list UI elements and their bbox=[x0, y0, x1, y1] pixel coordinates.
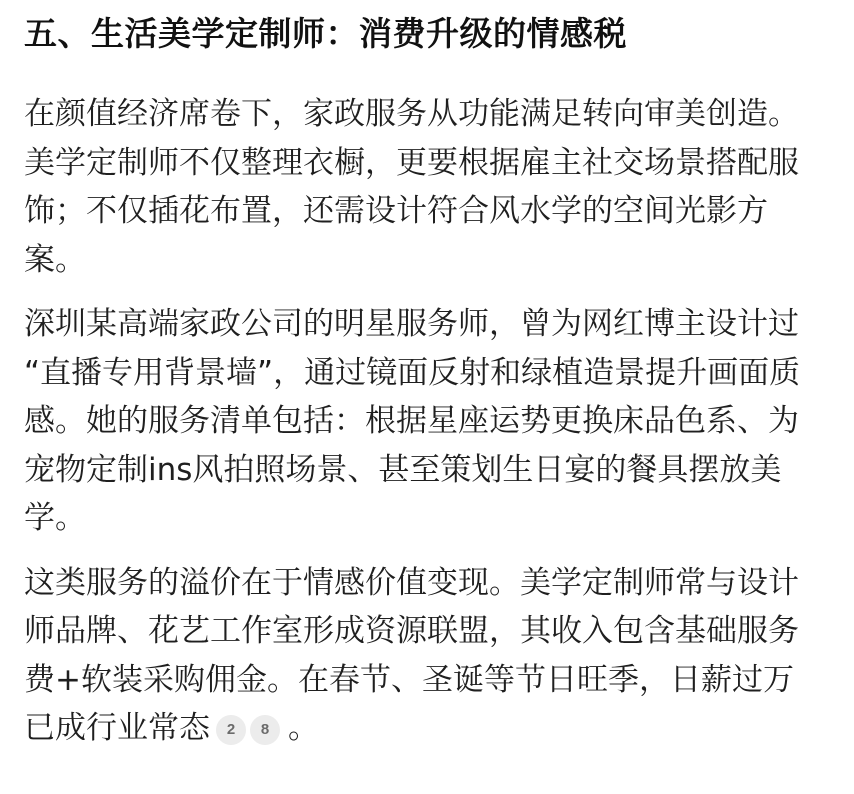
paragraph-line: 饰；不仅插花布置，还需设计符合风水学的空间光影方 bbox=[24, 193, 768, 229]
section-heading: 五、生活美学定制师：消费升级的情感税 bbox=[24, 14, 627, 53]
paragraph-line-text: 已成行业常态 bbox=[24, 710, 210, 746]
paragraph-3 bbox=[24, 559, 830, 753]
paragraph-line: 师品牌、花艺工作室形成资源联盟，其收入包含基础服务 bbox=[24, 613, 799, 649]
paragraph-line: 深圳某高端家政公司的明星服务师，曾为网红博主设计过 bbox=[24, 306, 799, 342]
end-punctuation: 。 bbox=[288, 710, 319, 746]
paragraph-line: 宠物定制ins风拍照场景、甚至策划生日宴的餐具摆放美 bbox=[24, 451, 782, 488]
paragraph-line: 费+软装采购佣金。在春节、圣诞等节日旺季，日薪过万 bbox=[24, 661, 794, 698]
paragraph-line: 案。 bbox=[24, 241, 86, 278]
paragraph-1 bbox=[24, 90, 830, 284]
paragraph-line: 学。 bbox=[24, 500, 86, 536]
paragraph-line: 感。她的服务清单包括：根据星座运势更换床品色系、为 bbox=[24, 403, 799, 439]
paragraph-2 bbox=[24, 300, 830, 543]
paragraph-line: 在颜值经济席卷下，家政服务从功能满足转向审美创造。 bbox=[24, 96, 799, 132]
citation-badge[interactable]: 8 bbox=[250, 715, 280, 745]
paragraph-line: 美学定制师不仅整理衣橱，更要根据雇主社交场景搭配服 bbox=[24, 144, 799, 181]
citation-badge[interactable]: 2 bbox=[216, 715, 246, 745]
paragraph-last-line bbox=[24, 704, 830, 753]
paragraph-line: 这类服务的溢价在于情感价值变现。美学定制师常与设计 bbox=[24, 564, 799, 601]
paragraph-line: “直播专用背景墙”，通过镜面反射和绿植造景提升画面质 bbox=[24, 354, 801, 391]
